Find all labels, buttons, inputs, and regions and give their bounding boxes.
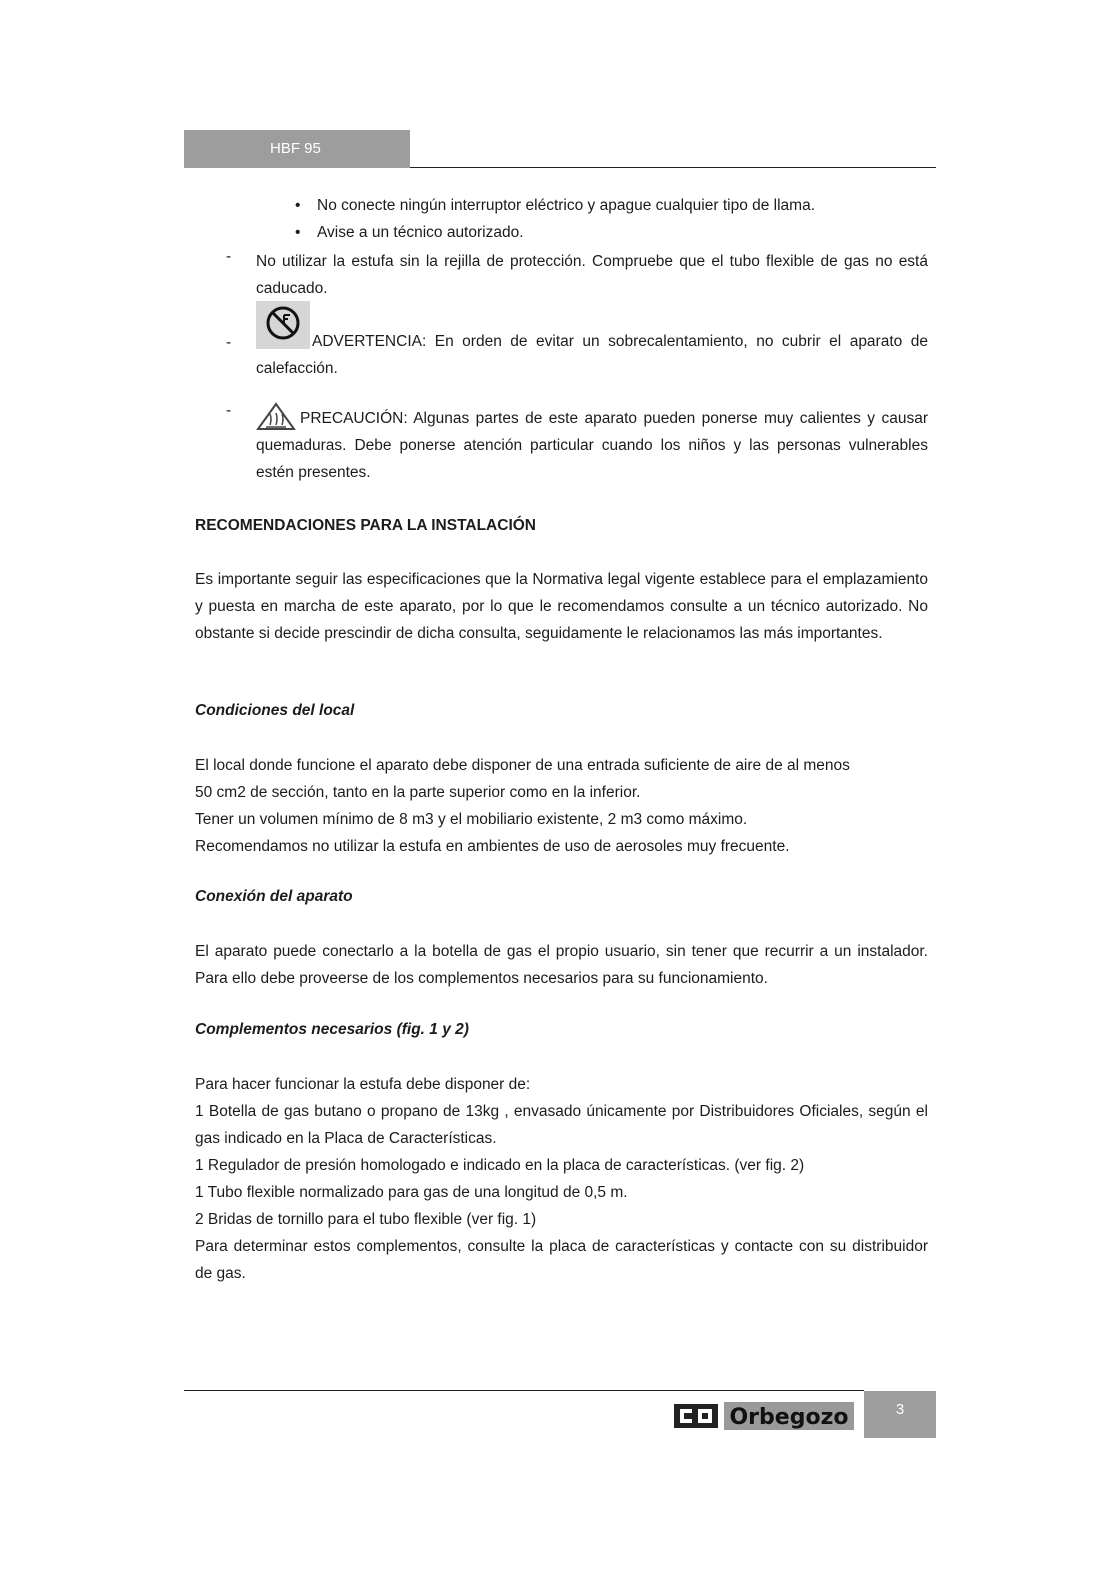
bullet-item: • No conecte ningún interruptor eléctrico y apague cualquier tipo de llama.: [295, 192, 815, 219]
text-line: 1 Regulador de presión homologado e indicado en la placa de características. (ver fig. 2): [195, 1157, 805, 1174]
header-rule: [410, 167, 936, 168]
grille-notice: No utilizar la estufa sin la rejilla de protección. Compruebe que el tubo flexible de gas no está caducado.: [256, 253, 928, 297]
page-number: 3: [895, 1401, 905, 1418]
installation-heading: RECOMENDACIONES PARA LA INSTALACIÓN: [195, 517, 536, 534]
dash-marker: -: [226, 402, 232, 419]
text-line: Para determinar estos complementos, consulte la placa de características y contacte con su distribuidor de gas.: [195, 1238, 928, 1282]
connection-text: El aparato puede conectarlo a la botella de gas el propio usuario, sin tener que recurrir a un instalador. Para ello debe proveerse de los complementos necesarios para su funcionamiento.: [195, 943, 928, 987]
text-line: 1 Botella de gas butano o propano de 13kg , envasado únicamente por Distribuidores Oficiales, según el gas indicado en la Placa de Características.: [195, 1103, 928, 1147]
local-conditions-text: [195, 752, 928, 860]
text-line: 50 cm2 de sección, tanto en la parte superior como en la inferior.: [195, 784, 641, 801]
warning-notice: [256, 307, 928, 382]
bullet-item: • Avise a un técnico autorizado.: [295, 219, 815, 246]
header-model-tab: [184, 130, 410, 168]
complements-list: [195, 1071, 928, 1287]
installation-intro: Es importante seguir las especificaciones que la Normativa legal vigente establece para el emplazamiento y puesta en marcha de este aparato, por lo que le recomendamos consulte a un técnico autorizado. No obstante si decide prescindir de dicha consulta, seguidamente le relacionamos las más importantes.: [195, 571, 928, 642]
brand-name: Orbegozo: [729, 1405, 849, 1430]
caution-notice: [256, 402, 928, 486]
safety-bullet-list: [295, 192, 815, 246]
header-model: HBF 95: [270, 140, 321, 157]
text-line: El local donde funcione el aparato debe disponer de una entrada suficiente de aire de al menos: [195, 757, 850, 774]
text-line: 1 Tubo flexible normalizado para gas de una longitud de 0,5 m.: [195, 1184, 628, 1201]
page-number-box: [864, 1391, 936, 1438]
footer-rule: [184, 1390, 864, 1391]
dash-marker: -: [226, 248, 232, 265]
do-not-cover-icon: [256, 301, 310, 349]
local-conditions-heading: Condiciones del local: [195, 702, 355, 719]
dash-marker: -: [226, 334, 232, 351]
text-line: Para hacer funcionar la estufa debe disponer de:: [195, 1076, 531, 1093]
hot-surface-warning-icon: [256, 402, 296, 432]
text-line: 2 Bridas de tornillo para el tubo flexible (ver fig. 1): [195, 1211, 537, 1228]
text-line: Tener un volumen mínimo de 8 m3 y el mobiliario existente, 2 m3 como máximo.: [195, 811, 748, 828]
caution-text: PRECAUCIÓN: Algunas partes de este aparato pueden ponerse muy calientes y causar quemaduras. Debe ponerse atención particular cuando los niños y las personas vulnerables estén presentes.: [256, 410, 928, 481]
complements-heading: Complementos necesarios (fig. 1 y 2): [195, 1021, 469, 1038]
orbegozo-logo-icon: [674, 1398, 858, 1432]
connection-heading: Conexión del aparato: [195, 888, 353, 905]
text-line: Recomendamos no utilizar la estufa en ambientes de uso de aerosoles muy frecuente.: [195, 838, 790, 855]
warning-text: ADVERTENCIA: En orden de evitar un sobrecalentamiento, no cubrir el aparato de calefacción.: [256, 333, 928, 377]
